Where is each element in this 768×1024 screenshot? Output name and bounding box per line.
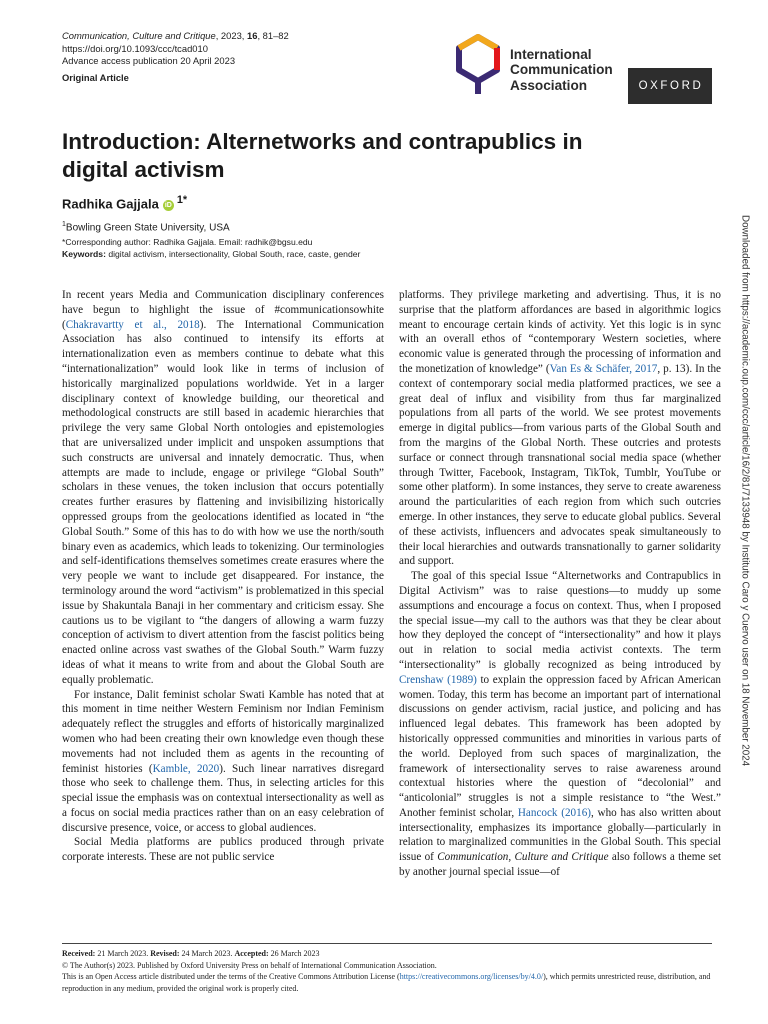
ica-logo bbox=[454, 34, 614, 102]
ica-wordmark: International Communication Association bbox=[510, 47, 613, 93]
article-footer bbox=[62, 948, 722, 994]
advance-access-date: Advance access publication 20 April 2023 bbox=[62, 55, 236, 67]
citation-link[interactable]: Crenshaw (1989) bbox=[399, 673, 477, 686]
affiliation: $^1$Bowling Green State University, USA bbox=[62, 221, 230, 234]
download-note: Downloaded from https://academic.oup.com/ccc/article/16/2/81/7133948 by Instituto Caro y Cuervo user on 18 November 2024 bbox=[739, 215, 750, 767]
author-marks: 1* bbox=[176, 194, 188, 206]
journal-title-italic: Communication, Culture and Critique bbox=[437, 851, 609, 864]
paragraph: Social Media platforms are publics produced through private corporate interests. These are not public service bbox=[62, 836, 384, 864]
paragraph: platforms. They privilege marketing and advertising. Thus, it is no surprise that the platform affordances are based in algorithmic logics meant to encourage certain kinds of activity. Yet this logic is in sync with an overall ethos of “contemporary Western societies, where economic value is generated through the processing of information and the monetization of knowledge” (Van Es & Schäfer, 2017, p. 13). In the context of contemporary social media platformed practices, we see a great deal of influx and visibility from thus far marginalized populations from all parts of the world. We see protest movements emerge in digital publics—from various parts of the Global South and from the margins of the Global North. These outcries and protests surface or connect through transnational social media space (whether through Twitter, Facebook, Instagram, TikTok, Tumblr, YouTube or some other platform). In some instances, they serve to create awareness around the particularities of each region from which such outcries emerge. In other instances, they serve to educate global publics. Several of these activists, influencers and advocates speak simultaneously to their local hierarchies and outwards transnationally to garner solidarity and support. bbox=[399, 289, 721, 568]
oxford-logo: OXFORD bbox=[628, 68, 712, 104]
doi-link[interactable]: https://doi.org/10.1093/ccc/tcad010 bbox=[62, 42, 208, 54]
footer-divider bbox=[62, 943, 712, 944]
paragraph: For instance, Dalit feminist scholar Swati Kamble has noted that at this moment in time neither Western Feminism nor Indian Feminism adequately reflect the struggles and efforts of historically marginalized women who had been creating their own knowledge even though these movements had not included them as agents in the recounting of feminist histories (Kamble, 2020). Such linear narratives disregard those who seek to challenge them. Thus, in selecting articles for this special issue the emphasis was on contextual intersectionality as well as a focus on social media practices rather than on an easy celebration of discursive presence, voice, or access to global audiences. bbox=[62, 688, 384, 834]
author-name[interactable]: Radhika Gajjala bbox=[62, 196, 159, 212]
paragraph: The goal of this special Issue “Alternetworks and Contrapublics in Digital Activism” was to raise questions—to muddy up some assumptions and encourage a focus on context. Thus, when I proposed the special issue—my call to the authors was that they be clear about how they deployed the concept of “intersectionality” and how it plays out in relation to social media activist contexts. The term “intersectionality” is globally recognized as being introduced by Crenshaw (1989) to explain the oppression faced by African American women. Today, this term has become an important part of international discussions on gender activism, racial justice, and policing and has influenced legal debates. This framework has been adopted by historically oppressed communities and minorities in various parts of the world. Deployed from such spaces of marginalization, the framework of intersectionality serves to raise awareness around contextual histories where the question of “decolonial” and “anticolonial” struggles is not a simple resistance to “the West.” Another feminist scholar, Hancock (2016), who has also written about intersectionality, emphasizes its importance globally—particularly in relation to marginalized communities in the Global South. This special issue of Communication, Culture and Critique also follows a theme set by another journal special issue—of bbox=[399, 570, 721, 879]
copyright-line: © The Author(s) 2023. Published by Oxford University Press on behalf of International Communication Association. bbox=[62, 960, 437, 970]
journal-name: Communication, Culture and Critique bbox=[62, 30, 216, 41]
citation-link[interactable]: Kamble, 2020 bbox=[152, 762, 220, 775]
article-type: Original Article bbox=[62, 71, 129, 83]
volume-number: 16 bbox=[247, 30, 258, 41]
article-title: Introduction: Alternetworks and contrapublics in digital activism bbox=[62, 129, 583, 182]
license-link[interactable]: https://creativecommons.org/licenses/by/4.0/ bbox=[399, 972, 544, 981]
correspondence-block bbox=[62, 236, 360, 260]
keywords: Keywords: digital activism, intersectionality, Global South, race, caste, gender bbox=[62, 249, 361, 259]
citation-link[interactable]: Chakravartty et al., 2018 bbox=[65, 318, 200, 331]
corresponding-author: *Corresponding author: Radhika Gajjala. Email: radhik@bgsu.edu bbox=[62, 237, 313, 247]
orcid-icon[interactable]: iD bbox=[164, 202, 172, 210]
license-line: This is an Open Access article distributed under the terms of the Creative Commons Attribution License (https://creativecommons.org/licenses/by/4.0/), which permits unrestricted reuse, distribution, and reproduction in any medium, provided the original work is properly cited. bbox=[62, 972, 711, 993]
citation-link[interactable]: Hancock (2016) bbox=[517, 806, 591, 819]
citation-line: Communication, Culture and Critique, 2023, 16, 81–82 bbox=[62, 30, 289, 41]
article-metadata bbox=[62, 30, 289, 84]
citation-link[interactable]: Van Es & Schäfer, 2017 bbox=[549, 362, 658, 375]
ica-hexagon-icon bbox=[454, 34, 502, 96]
body-column-right bbox=[399, 288, 721, 880]
paragraph: In recent years Media and Communication disciplinary conferences have begun to highlight the issue of #communicationsowhite (Chakravartty et al., 2018). The International Communication Association has also continued to intensify its efforts at internationalization even as members continue to debate what this “internationalization” would look like in terms of inclusion of historically marginalized populations worldwide. Yet in a larger disciplinary context of knowledge building, our theoretical and methodological constructs are still based in academic hierarchies that privilege the very same Global North ontologies and epistemologies that are universalized under implicit and unspoken assumptions that such constructs are universal and innately democratic. Thus, when attempts are made to include, engage or privilege “Global South” scholars in these venues, the token inclusion that occurs potentially creates further erasures by flattening and invisibilizing historically oppressed groups from the geolocations identified as located in “the Global South.” Some of this has to do with how we use the north/south binary even as academics, which leads to tokenizing. Our terminologies and self-identifications themselves sometimes create erasures where the very people we want to include get disappeared. For instance, the terminology around the word “activism” is problematized in this special issue by Shakuntala Banaji in her commentary and criticism essay. She cautions us to be vigilant to “the dangers of allowing a warm fuzzy conception of activism to divert attention from the fascist politics being enacted online across vast swathes of the Global South.” Warm fuzzy ideas of what it means to write from and about the Global South are equally problematic. bbox=[62, 289, 384, 686]
dates-line: Received: 21 March 2023. Revised: 24 March 2023. Accepted: 26 March 2023 bbox=[62, 949, 320, 958]
author-line bbox=[62, 192, 187, 212]
body-column-left bbox=[62, 288, 384, 865]
